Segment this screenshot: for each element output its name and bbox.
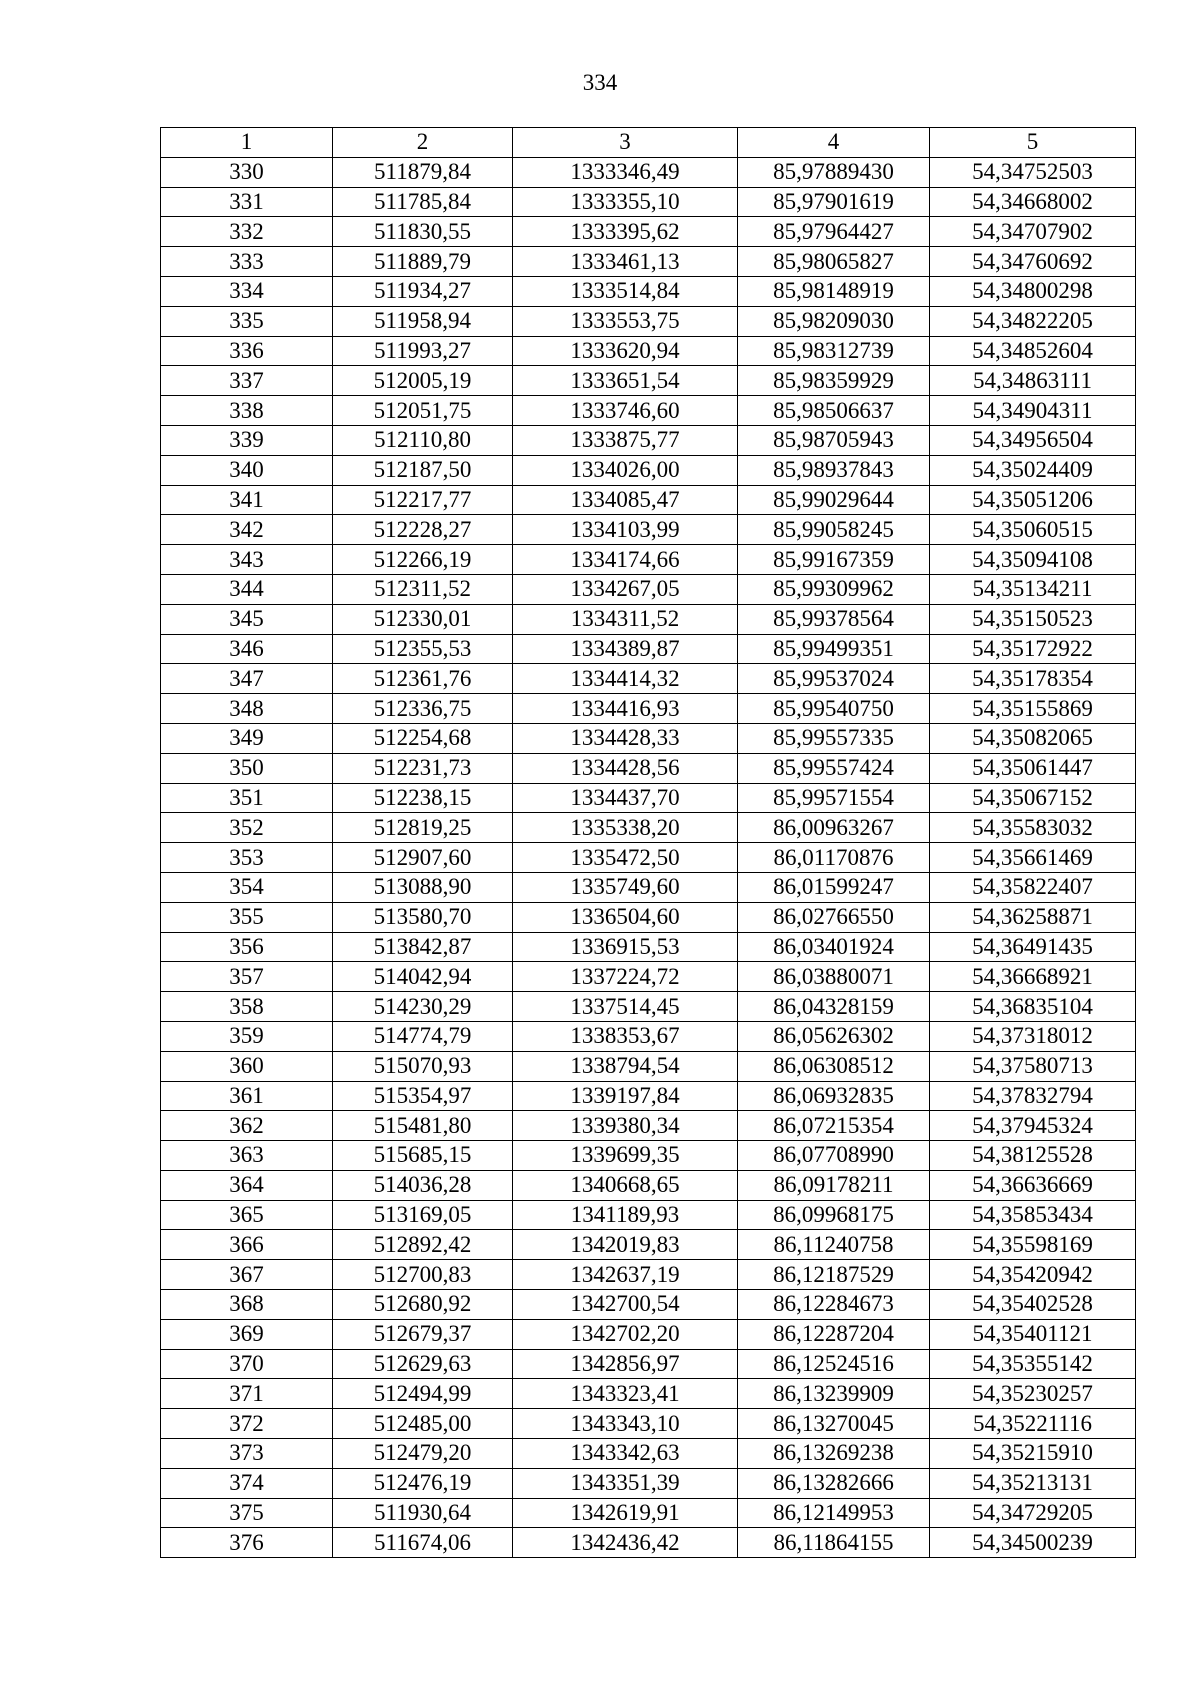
table-cell-col-2: 512336,75 (333, 694, 513, 724)
table-cell-col-1: 369 (161, 1319, 333, 1349)
table-cell-col-3: 1334416,93 (513, 694, 738, 724)
column-header-4: 4 (738, 128, 930, 158)
table-cell-col-4: 86,12284673 (738, 1290, 930, 1320)
table-cell-col-5: 54,34956504 (930, 425, 1136, 455)
table-row (161, 843, 1136, 873)
table-row (161, 1111, 1136, 1141)
table-cell-col-1: 332 (161, 217, 333, 247)
table-cell-col-3: 1334428,33 (513, 723, 738, 753)
table-cell-col-1: 349 (161, 723, 333, 753)
table-cell-col-3: 1336915,53 (513, 932, 738, 962)
table-cell-col-1: 372 (161, 1409, 333, 1439)
table-cell-col-3: 1340668,65 (513, 1170, 738, 1200)
table-cell-col-5: 54,35221116 (930, 1409, 1136, 1439)
table-cell-col-5: 54,35661469 (930, 843, 1136, 873)
table-row (161, 336, 1136, 366)
table-cell-col-1: 361 (161, 1081, 333, 1111)
table-cell-col-2: 514042,94 (333, 962, 513, 992)
table-cell-col-4: 86,13239909 (738, 1379, 930, 1409)
table-cell-col-1: 358 (161, 992, 333, 1022)
table-cell-col-2: 515354,97 (333, 1081, 513, 1111)
table-cell-col-1: 357 (161, 962, 333, 992)
table-cell-col-4: 85,99540750 (738, 694, 930, 724)
table-cell-col-1: 352 (161, 813, 333, 843)
table-cell-col-3: 1339197,84 (513, 1081, 738, 1111)
table-cell-col-2: 513088,90 (333, 872, 513, 902)
table-row (161, 217, 1136, 247)
table-cell-col-1: 330 (161, 157, 333, 187)
table-cell-col-3: 1342019,83 (513, 1230, 738, 1260)
table-cell-col-5: 54,36668921 (930, 962, 1136, 992)
table-row (161, 1051, 1136, 1081)
table-body (161, 157, 1136, 1557)
table-row (161, 1319, 1136, 1349)
table-cell-col-1: 345 (161, 604, 333, 634)
table-cell-col-1: 346 (161, 634, 333, 664)
table-cell-col-3: 1342436,42 (513, 1528, 738, 1558)
table-cell-col-3: 1341189,93 (513, 1200, 738, 1230)
table-cell-col-3: 1338353,67 (513, 1021, 738, 1051)
table-cell-col-5: 54,35355142 (930, 1349, 1136, 1379)
table-cell-col-4: 85,99499351 (738, 634, 930, 664)
table-cell-col-4: 86,13282666 (738, 1468, 930, 1498)
table-cell-col-5: 54,35402528 (930, 1290, 1136, 1320)
table-cell-col-3: 1334311,52 (513, 604, 738, 634)
table-cell-col-2: 512476,19 (333, 1468, 513, 1498)
table-row (161, 604, 1136, 634)
table-cell-col-5: 54,36491435 (930, 932, 1136, 962)
table-row (161, 247, 1136, 277)
table-row (161, 1141, 1136, 1171)
table-cell-col-4: 85,98705943 (738, 425, 930, 455)
table-cell-col-3: 1335472,50 (513, 843, 738, 873)
table-cell-col-2: 512819,25 (333, 813, 513, 843)
table-cell-col-4: 86,12524516 (738, 1349, 930, 1379)
table-cell-col-4: 85,99309962 (738, 574, 930, 604)
table-cell-col-4: 86,07215354 (738, 1111, 930, 1141)
table-cell-col-3: 1334389,87 (513, 634, 738, 664)
table-row (161, 962, 1136, 992)
table-cell-col-2: 513169,05 (333, 1200, 513, 1230)
table-row (161, 1230, 1136, 1260)
table-cell-col-4: 86,02766550 (738, 902, 930, 932)
table-cell-col-2: 511930,64 (333, 1498, 513, 1528)
table-cell-col-3: 1342856,97 (513, 1349, 738, 1379)
table-cell-col-3: 1333553,75 (513, 306, 738, 336)
table-cell-col-4: 85,97901619 (738, 187, 930, 217)
table-cell-col-4: 86,11864155 (738, 1528, 930, 1558)
table-cell-col-1: 339 (161, 425, 333, 455)
table-cell-col-5: 54,36835104 (930, 992, 1136, 1022)
table-cell-col-4: 85,98937843 (738, 455, 930, 485)
table-row (161, 1170, 1136, 1200)
table-cell-col-5: 54,37318012 (930, 1021, 1136, 1051)
table-cell-col-4: 86,04328159 (738, 992, 930, 1022)
table-cell-col-1: 331 (161, 187, 333, 217)
table-cell-col-5: 54,35215910 (930, 1439, 1136, 1469)
table-row (161, 1498, 1136, 1528)
table-row (161, 872, 1136, 902)
table-cell-col-5: 54,35401121 (930, 1319, 1136, 1349)
table-cell-col-3: 1343323,41 (513, 1379, 738, 1409)
table-cell-col-4: 86,09178211 (738, 1170, 930, 1200)
table-cell-col-1: 354 (161, 872, 333, 902)
table-cell-col-1: 355 (161, 902, 333, 932)
table-cell-col-5: 54,35853434 (930, 1200, 1136, 1230)
table-cell-col-5: 54,37580713 (930, 1051, 1136, 1081)
table-cell-col-4: 86,03880071 (738, 962, 930, 992)
table-cell-col-1: 370 (161, 1349, 333, 1379)
table-cell-col-1: 364 (161, 1170, 333, 1200)
table-cell-col-4: 85,99557335 (738, 723, 930, 753)
table-cell-col-3: 1339380,34 (513, 1111, 738, 1141)
table-cell-col-2: 511958,94 (333, 306, 513, 336)
table-cell-col-3: 1342637,19 (513, 1260, 738, 1290)
table-cell-col-1: 347 (161, 664, 333, 694)
table-cell-col-5: 54,34668002 (930, 187, 1136, 217)
table-cell-col-3: 1334437,70 (513, 783, 738, 813)
table-cell-col-3: 1342702,20 (513, 1319, 738, 1349)
table-cell-col-3: 1337514,45 (513, 992, 738, 1022)
table-row (161, 753, 1136, 783)
table-cell-col-2: 512238,15 (333, 783, 513, 813)
table-cell-col-2: 512311,52 (333, 574, 513, 604)
table-cell-col-1: 351 (161, 783, 333, 813)
table-cell-col-1: 374 (161, 1468, 333, 1498)
table-cell-col-3: 1334174,66 (513, 545, 738, 575)
column-header-2: 2 (333, 128, 513, 158)
table-cell-col-4: 86,09968175 (738, 1200, 930, 1230)
table-cell-col-2: 512254,68 (333, 723, 513, 753)
table-header-row (161, 128, 1136, 158)
table-row (161, 932, 1136, 962)
table-row (161, 306, 1136, 336)
table-cell-col-5: 54,35230257 (930, 1379, 1136, 1409)
table-cell-col-2: 512005,19 (333, 366, 513, 396)
table-cell-col-4: 85,98209030 (738, 306, 930, 336)
table-cell-col-4: 85,99029644 (738, 485, 930, 515)
table-cell-col-5: 54,34852604 (930, 336, 1136, 366)
table-cell-col-3: 1333746,60 (513, 396, 738, 426)
table-cell-col-4: 86,01170876 (738, 843, 930, 873)
table-cell-col-4: 85,97964427 (738, 217, 930, 247)
table-cell-col-2: 511934,27 (333, 276, 513, 306)
table-cell-col-1: 337 (161, 366, 333, 396)
table-cell-col-3: 1333875,77 (513, 425, 738, 455)
table-cell-col-2: 511889,79 (333, 247, 513, 277)
table-cell-col-2: 512330,01 (333, 604, 513, 634)
table-cell-col-3: 1334267,05 (513, 574, 738, 604)
table-cell-col-3: 1343342,63 (513, 1439, 738, 1469)
table-cell-col-5: 54,35420942 (930, 1260, 1136, 1290)
table-cell-col-5: 54,38125528 (930, 1141, 1136, 1171)
table-cell-col-1: 356 (161, 932, 333, 962)
table-cell-col-3: 1333395,62 (513, 217, 738, 247)
table-cell-col-4: 86,03401924 (738, 932, 930, 962)
table-cell-col-1: 362 (161, 1111, 333, 1141)
table-cell-col-5: 54,34863111 (930, 366, 1136, 396)
table-cell-col-2: 514774,79 (333, 1021, 513, 1051)
table-cell-col-1: 371 (161, 1379, 333, 1409)
table-cell-col-2: 512231,73 (333, 753, 513, 783)
table-cell-col-5: 54,35134211 (930, 574, 1136, 604)
table-row (161, 485, 1136, 515)
table-cell-col-3: 1333620,94 (513, 336, 738, 366)
table-cell-col-4: 86,13269238 (738, 1439, 930, 1469)
table-row (161, 1409, 1136, 1439)
table-cell-col-4: 85,99167359 (738, 545, 930, 575)
table-cell-col-3: 1334103,99 (513, 515, 738, 545)
table-cell-col-5: 54,35213131 (930, 1468, 1136, 1498)
table-cell-col-4: 85,98065827 (738, 247, 930, 277)
table-cell-col-2: 512892,42 (333, 1230, 513, 1260)
table-row (161, 902, 1136, 932)
table-row (161, 425, 1136, 455)
table-cell-col-3: 1335749,60 (513, 872, 738, 902)
table-cell-col-3: 1335338,20 (513, 813, 738, 843)
column-header-5: 5 (930, 128, 1136, 158)
table-cell-col-4: 85,98359929 (738, 366, 930, 396)
table-cell-col-2: 515685,15 (333, 1141, 513, 1171)
table-cell-col-5: 54,35051206 (930, 485, 1136, 515)
table-cell-col-1: 334 (161, 276, 333, 306)
table-cell-col-2: 511785,84 (333, 187, 513, 217)
table-cell-col-1: 348 (161, 694, 333, 724)
table-cell-col-1: 350 (161, 753, 333, 783)
table-cell-col-5: 54,35061447 (930, 753, 1136, 783)
table-cell-col-5: 54,34822205 (930, 306, 1136, 336)
page-number: 334 (582, 70, 618, 95)
table-cell-col-3: 1333355,10 (513, 187, 738, 217)
table-row (161, 783, 1136, 813)
table-row (161, 813, 1136, 843)
table-cell-col-3: 1333514,84 (513, 276, 738, 306)
table-cell-col-2: 512266,19 (333, 545, 513, 575)
table-cell-col-1: 360 (161, 1051, 333, 1081)
table-cell-col-5: 54,35583032 (930, 813, 1136, 843)
table-cell-col-3: 1334428,56 (513, 753, 738, 783)
table-row (161, 574, 1136, 604)
table-row (161, 1349, 1136, 1379)
table-cell-col-2: 512629,63 (333, 1349, 513, 1379)
table-cell-col-2: 511674,06 (333, 1528, 513, 1558)
table-cell-col-5: 54,35598169 (930, 1230, 1136, 1260)
table-row (161, 664, 1136, 694)
table-cell-col-1: 367 (161, 1260, 333, 1290)
table-cell-col-5: 54,34800298 (930, 276, 1136, 306)
table-cell-col-2: 512679,37 (333, 1319, 513, 1349)
table-cell-col-5: 54,37945324 (930, 1111, 1136, 1141)
table-cell-col-5: 54,35067152 (930, 783, 1136, 813)
table-cell-col-1: 373 (161, 1439, 333, 1469)
table-cell-col-4: 86,07708990 (738, 1141, 930, 1171)
table-cell-col-3: 1333346,49 (513, 157, 738, 187)
table-cell-col-2: 512355,53 (333, 634, 513, 664)
table-cell-col-5: 54,35155869 (930, 694, 1136, 724)
table-cell-col-4: 86,06308512 (738, 1051, 930, 1081)
table-cell-col-1: 338 (161, 396, 333, 426)
table-cell-col-5: 54,34752503 (930, 157, 1136, 187)
table-cell-col-2: 512479,20 (333, 1439, 513, 1469)
table-cell-col-5: 54,35024409 (930, 455, 1136, 485)
table-cell-col-3: 1334414,32 (513, 664, 738, 694)
table-cell-col-2: 512485,00 (333, 1409, 513, 1439)
table-row (161, 1021, 1136, 1051)
table-cell-col-5: 54,34760692 (930, 247, 1136, 277)
table-cell-col-2: 515481,80 (333, 1111, 513, 1141)
table-cell-col-5: 54,35178354 (930, 664, 1136, 694)
table-cell-col-3: 1338794,54 (513, 1051, 738, 1081)
table-row (161, 1439, 1136, 1469)
table-cell-col-2: 512680,92 (333, 1290, 513, 1320)
table-cell-col-5: 54,35150523 (930, 604, 1136, 634)
table-cell-col-2: 511830,55 (333, 217, 513, 247)
table-cell-col-5: 54,35060515 (930, 515, 1136, 545)
table-cell-col-4: 85,98506637 (738, 396, 930, 426)
table-row (161, 634, 1136, 664)
table-row (161, 1081, 1136, 1111)
column-header-1: 1 (161, 128, 333, 158)
table-cell-col-1: 344 (161, 574, 333, 604)
table-row (161, 723, 1136, 753)
table-cell-col-4: 85,99058245 (738, 515, 930, 545)
table-cell-col-4: 86,13270045 (738, 1409, 930, 1439)
table-cell-col-1: 335 (161, 306, 333, 336)
table-cell-col-2: 514230,29 (333, 992, 513, 1022)
table-cell-col-3: 1334026,00 (513, 455, 738, 485)
table-cell-col-4: 85,99378564 (738, 604, 930, 634)
table-cell-col-4: 85,99571554 (738, 783, 930, 813)
table-cell-col-1: 366 (161, 1230, 333, 1260)
table-cell-col-1: 340 (161, 455, 333, 485)
table-cell-col-1: 343 (161, 545, 333, 575)
table-cell-col-2: 512110,80 (333, 425, 513, 455)
table-cell-col-1: 375 (161, 1498, 333, 1528)
table-cell-col-2: 512051,75 (333, 396, 513, 426)
table-cell-col-4: 85,99537024 (738, 664, 930, 694)
table-row (161, 992, 1136, 1022)
table-cell-col-1: 333 (161, 247, 333, 277)
table-cell-col-2: 512494,99 (333, 1379, 513, 1409)
table-cell-col-1: 359 (161, 1021, 333, 1051)
table-cell-col-5: 54,35822407 (930, 872, 1136, 902)
table-row (161, 1200, 1136, 1230)
table-cell-col-2: 512361,76 (333, 664, 513, 694)
table-cell-col-2: 515070,93 (333, 1051, 513, 1081)
table-cell-col-3: 1333461,13 (513, 247, 738, 277)
table-cell-col-1: 363 (161, 1141, 333, 1171)
table-cell-col-4: 86,06932835 (738, 1081, 930, 1111)
table-cell-col-3: 1337224,72 (513, 962, 738, 992)
table-row (161, 1290, 1136, 1320)
table-cell-col-4: 85,97889430 (738, 157, 930, 187)
table-cell-col-4: 85,99557424 (738, 753, 930, 783)
table-row (161, 455, 1136, 485)
table-cell-col-2: 513842,87 (333, 932, 513, 962)
table-cell-col-2: 512217,77 (333, 485, 513, 515)
table-cell-col-4: 85,98148919 (738, 276, 930, 306)
table-row (161, 1379, 1136, 1409)
table-cell-col-2: 512228,27 (333, 515, 513, 545)
table-cell-col-1: 365 (161, 1200, 333, 1230)
table-cell-col-2: 511879,84 (333, 157, 513, 187)
table-cell-col-1: 341 (161, 485, 333, 515)
table-row (161, 187, 1136, 217)
table-cell-col-1: 336 (161, 336, 333, 366)
column-header-3: 3 (513, 128, 738, 158)
table-cell-col-2: 513580,70 (333, 902, 513, 932)
table-cell-col-5: 54,34729205 (930, 1498, 1136, 1528)
table-cell-col-4: 85,98312739 (738, 336, 930, 366)
table-cell-col-1: 368 (161, 1290, 333, 1320)
table-cell-col-3: 1343343,10 (513, 1409, 738, 1439)
table-row (161, 366, 1136, 396)
coordinates-table (160, 127, 1136, 1558)
table-cell-col-1: 342 (161, 515, 333, 545)
table-cell-col-5: 54,36258871 (930, 902, 1136, 932)
table-cell-col-4: 86,00963267 (738, 813, 930, 843)
table-row (161, 157, 1136, 187)
table-cell-col-4: 86,05626302 (738, 1021, 930, 1051)
table-row (161, 515, 1136, 545)
table-cell-col-5: 54,37832794 (930, 1081, 1136, 1111)
table-cell-col-4: 86,11240758 (738, 1230, 930, 1260)
table-cell-col-2: 512907,60 (333, 843, 513, 873)
table-cell-col-3: 1339699,35 (513, 1141, 738, 1171)
table-row (161, 1260, 1136, 1290)
table-row (161, 1468, 1136, 1498)
table-cell-col-2: 512187,50 (333, 455, 513, 485)
table-cell-col-5: 54,36636669 (930, 1170, 1136, 1200)
table-cell-col-5: 54,35172922 (930, 634, 1136, 664)
table-cell-col-5: 54,35082065 (930, 723, 1136, 753)
table-row (161, 1528, 1136, 1558)
table-cell-col-5: 54,35094108 (930, 545, 1136, 575)
table-cell-col-4: 86,12287204 (738, 1319, 930, 1349)
table-row (161, 396, 1136, 426)
table-cell-col-5: 54,34904311 (930, 396, 1136, 426)
table-cell-col-3: 1343351,39 (513, 1468, 738, 1498)
table-cell-col-3: 1342700,54 (513, 1290, 738, 1320)
table-cell-col-5: 54,34500239 (930, 1528, 1136, 1558)
table-row (161, 694, 1136, 724)
table-cell-col-1: 353 (161, 843, 333, 873)
table-cell-col-1: 376 (161, 1528, 333, 1558)
table-cell-col-2: 514036,28 (333, 1170, 513, 1200)
table-row (161, 545, 1136, 575)
table-cell-col-2: 512700,83 (333, 1260, 513, 1290)
table-cell-col-5: 54,34707902 (930, 217, 1136, 247)
table-cell-col-3: 1333651,54 (513, 366, 738, 396)
table-cell-col-3: 1336504,60 (513, 902, 738, 932)
table-cell-col-4: 86,12187529 (738, 1260, 930, 1290)
table-cell-col-4: 86,01599247 (738, 872, 930, 902)
table-cell-col-3: 1342619,91 (513, 1498, 738, 1528)
table-cell-col-2: 511993,27 (333, 336, 513, 366)
table-cell-col-4: 86,12149953 (738, 1498, 930, 1528)
table-row (161, 276, 1136, 306)
table-cell-col-3: 1334085,47 (513, 485, 738, 515)
